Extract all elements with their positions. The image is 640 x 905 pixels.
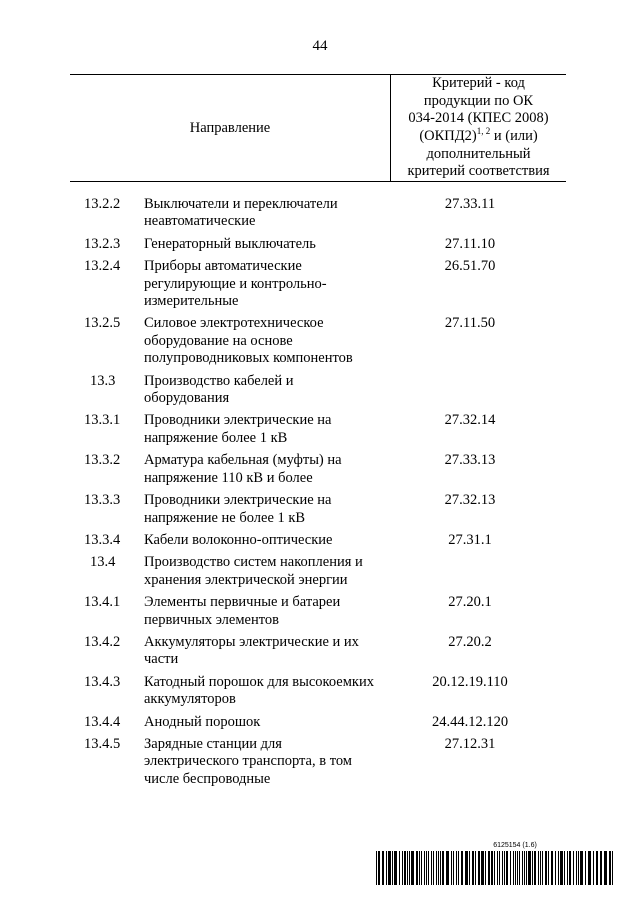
row-code: 13.2.5 (84, 315, 121, 332)
table-row (70, 594, 566, 629)
header-criterion-line: 034-2014 (КПЕС 2008) (408, 110, 549, 127)
table-row (70, 634, 566, 669)
row-code: 13.4.5 (84, 735, 121, 752)
row-code: 13.2.2 (84, 196, 121, 212)
header-criterion-line: дополнительный (426, 145, 531, 162)
table-row (70, 452, 566, 487)
page-number: 44 (312, 38, 328, 54)
row-criterion: 27.33.11 (444, 196, 496, 212)
table-row (70, 714, 566, 731)
table-row (70, 492, 566, 527)
row-name: Производство кабелей и оборудования (144, 372, 294, 407)
header-criterion-line: продукции по ОК (423, 92, 534, 109)
row-name: Приборы автоматические регулирующие и контрольно-измерительные (144, 258, 327, 310)
table-row (70, 258, 566, 310)
row-code: 13.4.3 (84, 673, 121, 690)
row-name: Выключатели и переключатели неавтоматические (144, 196, 338, 230)
row-criterion: 27.32.13 (444, 492, 496, 509)
row-name: Силовое электротехническое оборудование на основе полупроводниковых компонентов (144, 315, 353, 367)
row-name: Элементы первичные и батареи первичных элементов (144, 594, 341, 628)
header-criterion-line: Критерий - код (432, 75, 525, 92)
row-code: 13.3 (90, 372, 116, 389)
barcode (376, 851, 614, 885)
row-code: 13.4.1 (84, 594, 121, 611)
table-row (70, 373, 566, 408)
row-code: 13.3.4 (84, 531, 121, 548)
table-row (70, 412, 566, 447)
okpd2-label: (ОКПД2) (419, 128, 477, 144)
header-criterion-line (419, 128, 537, 146)
row-name: Катодный порошок для высокоемких аккумуляторов (144, 673, 374, 708)
header-criterion-line: критерий соответствия (407, 163, 550, 180)
row-name: Арматура кабельная (муфты) на напряжение 110 кВ и более (144, 452, 342, 486)
table-row (70, 315, 566, 367)
row-criterion (376, 373, 566, 408)
row-name: Аккумуляторы электрические и их части (144, 633, 359, 668)
row-criterion: 27.12.31 (444, 735, 496, 752)
classification-table (70, 74, 566, 793)
and-or-label: и (или) (493, 128, 538, 144)
row-name: Проводники электрические на напряжение не более 1 кВ (144, 492, 332, 526)
row-criterion (376, 554, 566, 589)
table-row (70, 674, 566, 709)
row-name: Зарядные станции для электрического транспорта, в том числе беспроводные (144, 735, 352, 787)
row-code: 13.2.4 (84, 258, 121, 275)
row-criterion: 20.12.19.110 (432, 673, 508, 690)
row-name: Производство систем накопления и хранения электрической энергии (144, 554, 363, 588)
row-criterion: 27.32.14 (444, 412, 496, 429)
header-criterion (391, 75, 566, 181)
row-criterion: 27.11.50 (444, 315, 496, 332)
row-name: Генераторный выключатель (144, 235, 316, 252)
row-name: Проводники электрические на напряжение более 1 кВ (144, 412, 332, 446)
document-id: 6125154 (1.6) (493, 842, 537, 849)
table-row (70, 736, 566, 788)
table-row (70, 196, 566, 231)
row-code: 13.2.3 (84, 235, 121, 252)
row-code: 13.4 (90, 554, 116, 571)
table-row (70, 554, 566, 589)
document-footer (376, 842, 614, 885)
row-criterion: 27.11.10 (444, 235, 496, 252)
row-code: 13.4.2 (84, 633, 121, 650)
row-criterion: 27.31.1 (448, 531, 492, 548)
row-code: 13.3.3 (84, 492, 121, 509)
row-code: 13.3.1 (84, 412, 121, 429)
row-criterion: 27.20.1 (448, 594, 492, 611)
footnote-marker: 1, 2 (476, 126, 491, 137)
table-row (70, 236, 566, 253)
row-criterion: 26.51.70 (444, 258, 496, 275)
row-criterion: 27.20.2 (448, 633, 492, 650)
row-name: Кабели волоконно-оптические (144, 531, 333, 548)
row-code: 13.3.2 (84, 452, 121, 469)
row-code: 13.4.4 (84, 713, 121, 730)
table-row (70, 532, 566, 549)
row-name: Анодный порошок (144, 713, 261, 730)
header-direction: Направление (70, 75, 391, 181)
row-criterion: 24.44.12.120 (431, 713, 509, 730)
table-header (70, 74, 566, 182)
table-body (70, 182, 566, 788)
row-criterion: 27.33.13 (444, 452, 496, 469)
